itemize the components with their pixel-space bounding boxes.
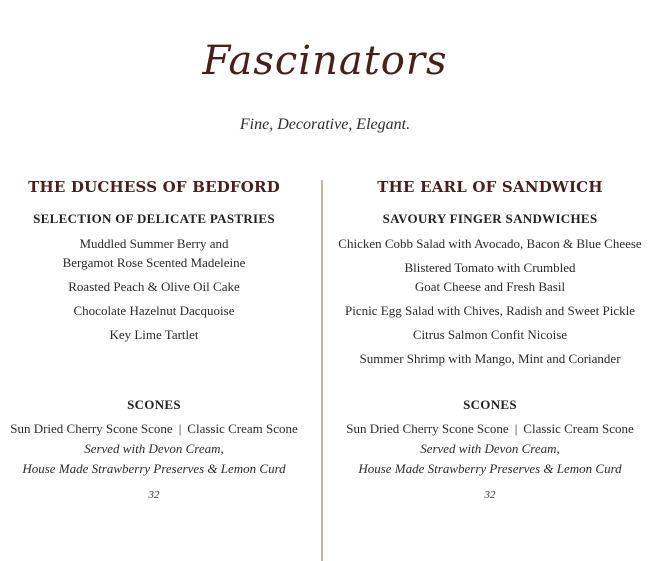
price: 32 [148, 489, 160, 501]
menu-item [330, 349, 650, 368]
menu-column-left [0, 176, 308, 344]
price: 32 [484, 489, 496, 501]
section-heading-pastries: SELECTION OF DELICATE PASTRIES [33, 211, 275, 226]
column-divider [321, 180, 323, 561]
served-line: Served with Devon Cream, [84, 441, 224, 456]
scones-section-right [330, 395, 650, 501]
served-line: House Made Strawberry Preserves & Lemon Curd [358, 461, 622, 476]
scone-option: Sun Dried Cherry Scone Scone [346, 421, 509, 436]
section-heading-scones: SCONES [127, 397, 181, 412]
scones-section-left [0, 395, 308, 501]
column-title-right: THE EARL OF SANDWICH [377, 178, 603, 196]
scone-separator: | [178, 421, 182, 436]
menu-column-right [330, 176, 650, 368]
brand-tagline: Fine, Decorative, Elegant. [239, 116, 411, 133]
menu-item [330, 234, 650, 253]
column-title-left: THE DUCHESS OF BEDFORD [28, 178, 280, 196]
menu-item-line: Roasted Peach & Olive Oil Cake [68, 279, 240, 294]
section-heading-sandwiches: SAVOURY FINGER SANDWICHES [382, 211, 598, 226]
section-heading-scones: SCONES [463, 397, 517, 412]
scone-option: Classic Cream Scone [523, 421, 634, 436]
menu-item-line: Picnic Egg Salad with Chives, Radish and Sweet Pickle [345, 303, 635, 318]
menu-item-line: Goat Cheese and Fresh Basil [414, 279, 566, 294]
menu-item-line: Chocolate Hazelnut Dacquoise [73, 303, 235, 318]
menu-item-line: Citrus Salmon Confit Nicoise [412, 327, 568, 342]
served-with-note [330, 439, 650, 479]
menu-item-line: Muddled Summer Berry and [79, 236, 229, 251]
scone-separator: | [514, 421, 518, 436]
scone-options [330, 419, 650, 439]
brand-title: Fascinators [202, 38, 448, 84]
served-line: Served with Devon Cream, [420, 441, 560, 456]
menu-item [0, 325, 308, 344]
scone-option: Classic Cream Scone [187, 421, 298, 436]
menu-item-line: Chicken Cobb Salad with Avocado, Bacon & Blue Cheese [338, 236, 642, 251]
menu-item-line: Blistered Tomato with Crumbled [404, 260, 576, 275]
menu-item [0, 234, 308, 272]
scone-option: Sun Dried Cherry Scone Scone [10, 421, 173, 436]
menu-item-line: Summer Shrimp with Mango, Mint and Coriander [359, 351, 621, 366]
scone-options [0, 419, 308, 439]
menu-item [330, 258, 650, 296]
menu-item [0, 301, 308, 320]
menu-item-line: Key Lime Tartlet [109, 327, 199, 342]
served-line: House Made Strawberry Preserves & Lemon Curd [22, 461, 286, 476]
menu-item [330, 301, 650, 320]
menu-item [330, 325, 650, 344]
menu-item [0, 277, 308, 296]
served-with-note [0, 439, 308, 479]
menu-item-line: Bergamot Rose Scented Madeleine [62, 255, 246, 270]
